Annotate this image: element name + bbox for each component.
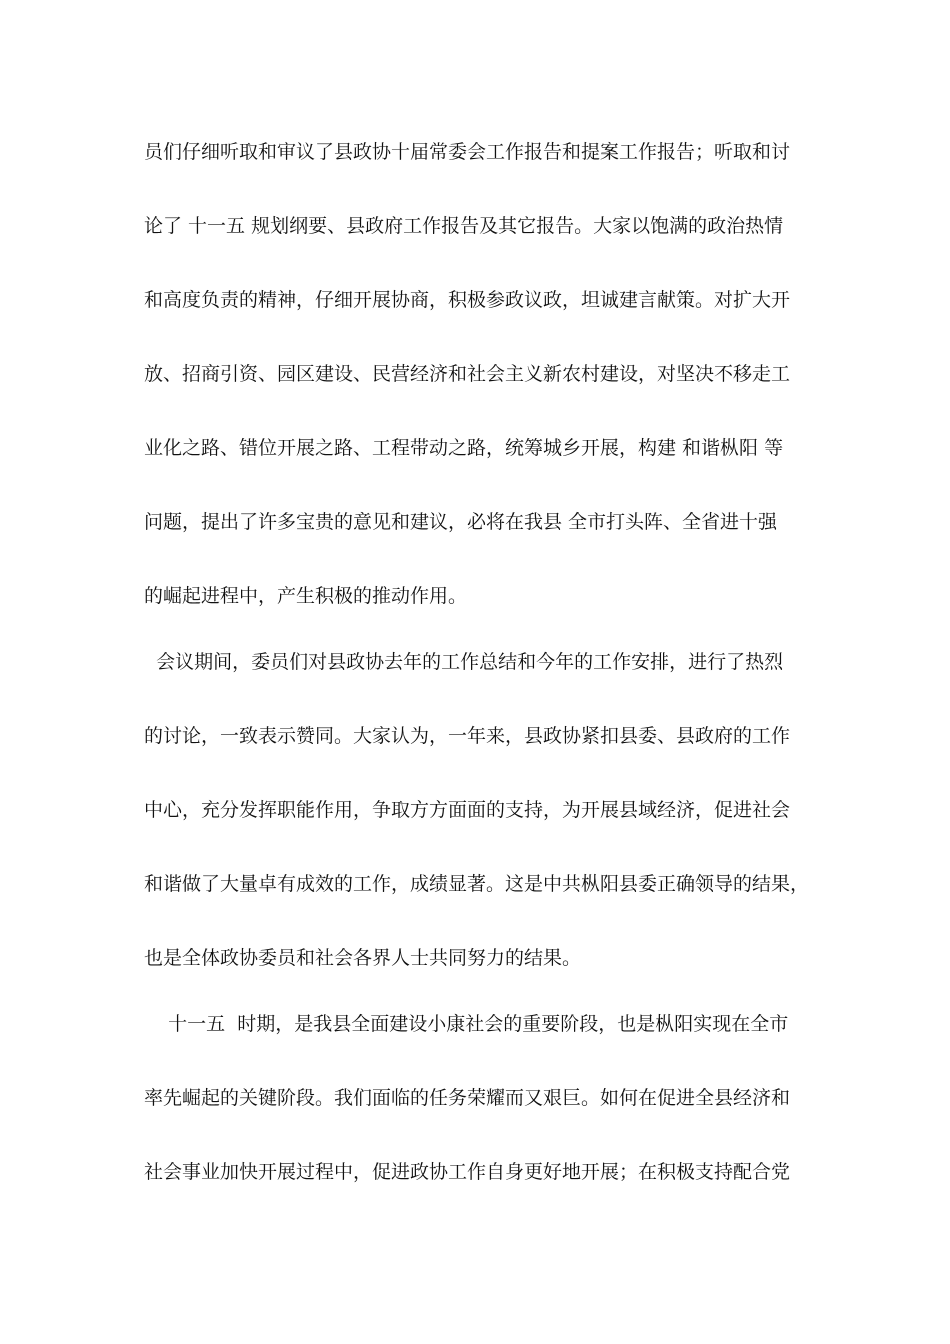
text-line: 十一五 时期，是我县全面建设小康社会的重要阶段，也是枞阳实现在全市 (144, 1013, 789, 1035)
text-line: 中心，充分发挥职能作用，争取方方面面的支持，为开展县域经济，促进社会 (144, 799, 791, 821)
text-line: 业化之路、错位开展之路、工程带动之路，统筹城乡开展，构建 和谐枞阳 等 (144, 437, 784, 459)
text-line: 社会事业加快开展过程中，促进政协工作自身更好地开展；在积极支持配合党 (144, 1161, 791, 1183)
text-line: 率先崛起的关键阶段。我们面临的任务荣耀而又艰巨。如何在促进全县经济和 (144, 1087, 791, 1109)
text-line: 问题，提出了许多宝贵的意见和建议，必将在我县 全市打头阵、全省进十强 (144, 511, 778, 533)
text-line: 的讨论，一致表示赞同。大家认为，一年来，县政协紧扣县委、县政府的工作 (144, 725, 791, 747)
text-line: 和高度负责的精神，仔细开展协商，积极参政议政，坦诚建言献策。对扩大开 (144, 289, 791, 311)
text-line: 论了 十一五 规划纲要、县政府工作报告及其它报告。大家以饱满的政治热情 (144, 215, 784, 237)
text-line: 的崛起进程中，产生积极的推动作用。 (144, 585, 468, 607)
text-line: 会议期间，委员们对县政协去年的工作总结和今年的工作安排，进行了热烈 (144, 651, 784, 673)
text-line: 也是全体政协委员和社会各界人士共同努力的结果。 (144, 947, 582, 969)
text-line: 和谐做了大量卓有成效的工作，成绩显著。这是中共枞阳县委正确领导的结果， (144, 873, 810, 895)
text-line: 员们仔细听取和审议了县政协十届常委会工作报告和提案工作报告；听取和讨 (144, 141, 791, 163)
text-line: 放、招商引资、园区建设、民营经济和社会主义新农村建设，对坚决不移走工 (144, 363, 791, 385)
